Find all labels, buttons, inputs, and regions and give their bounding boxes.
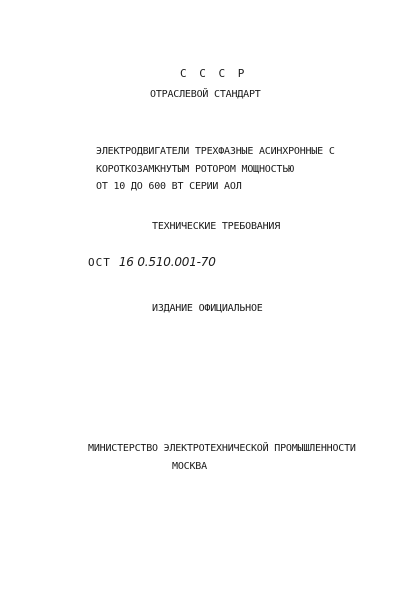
publication-city: МОСКВА: [172, 461, 207, 472]
ministry-name: МИНИСТЕРСТВО ЭЛЕКТРОТЕХНИЧЕСКОЙ ПРОМЫШЛЕННОСТИ: [88, 443, 356, 454]
standard-code-prefix: ОСТ: [88, 256, 111, 269]
country-heading: С С С Р: [180, 67, 248, 80]
edition-note: ИЗДАНИЕ ОФИЦИАЛЬНОЕ: [152, 303, 263, 314]
standard-code: [88, 256, 216, 269]
standard-type: ОТРАСЛЕВОЙ СТАНДАРТ: [150, 89, 261, 100]
document-subtitle: ТЕХНИЧЕСКИЕ ТРЕБОВАНИЯ: [152, 221, 281, 232]
standard-code-number: 16 0.510.001-70: [118, 255, 216, 269]
title-line-3: ОТ 10 ДО 600 ВТ СЕРИИ АОЛ: [96, 181, 242, 192]
title-line-2: КОРОТКОЗАМКНУТЫМ РОТОРОМ МОЩНОСТЬЮ: [96, 164, 294, 175]
title-line-1: ЭЛЕКТРОДВИГАТЕЛИ ТРЕХФАЗНЫЕ АСИНХРОННЫЕ С: [96, 146, 335, 157]
